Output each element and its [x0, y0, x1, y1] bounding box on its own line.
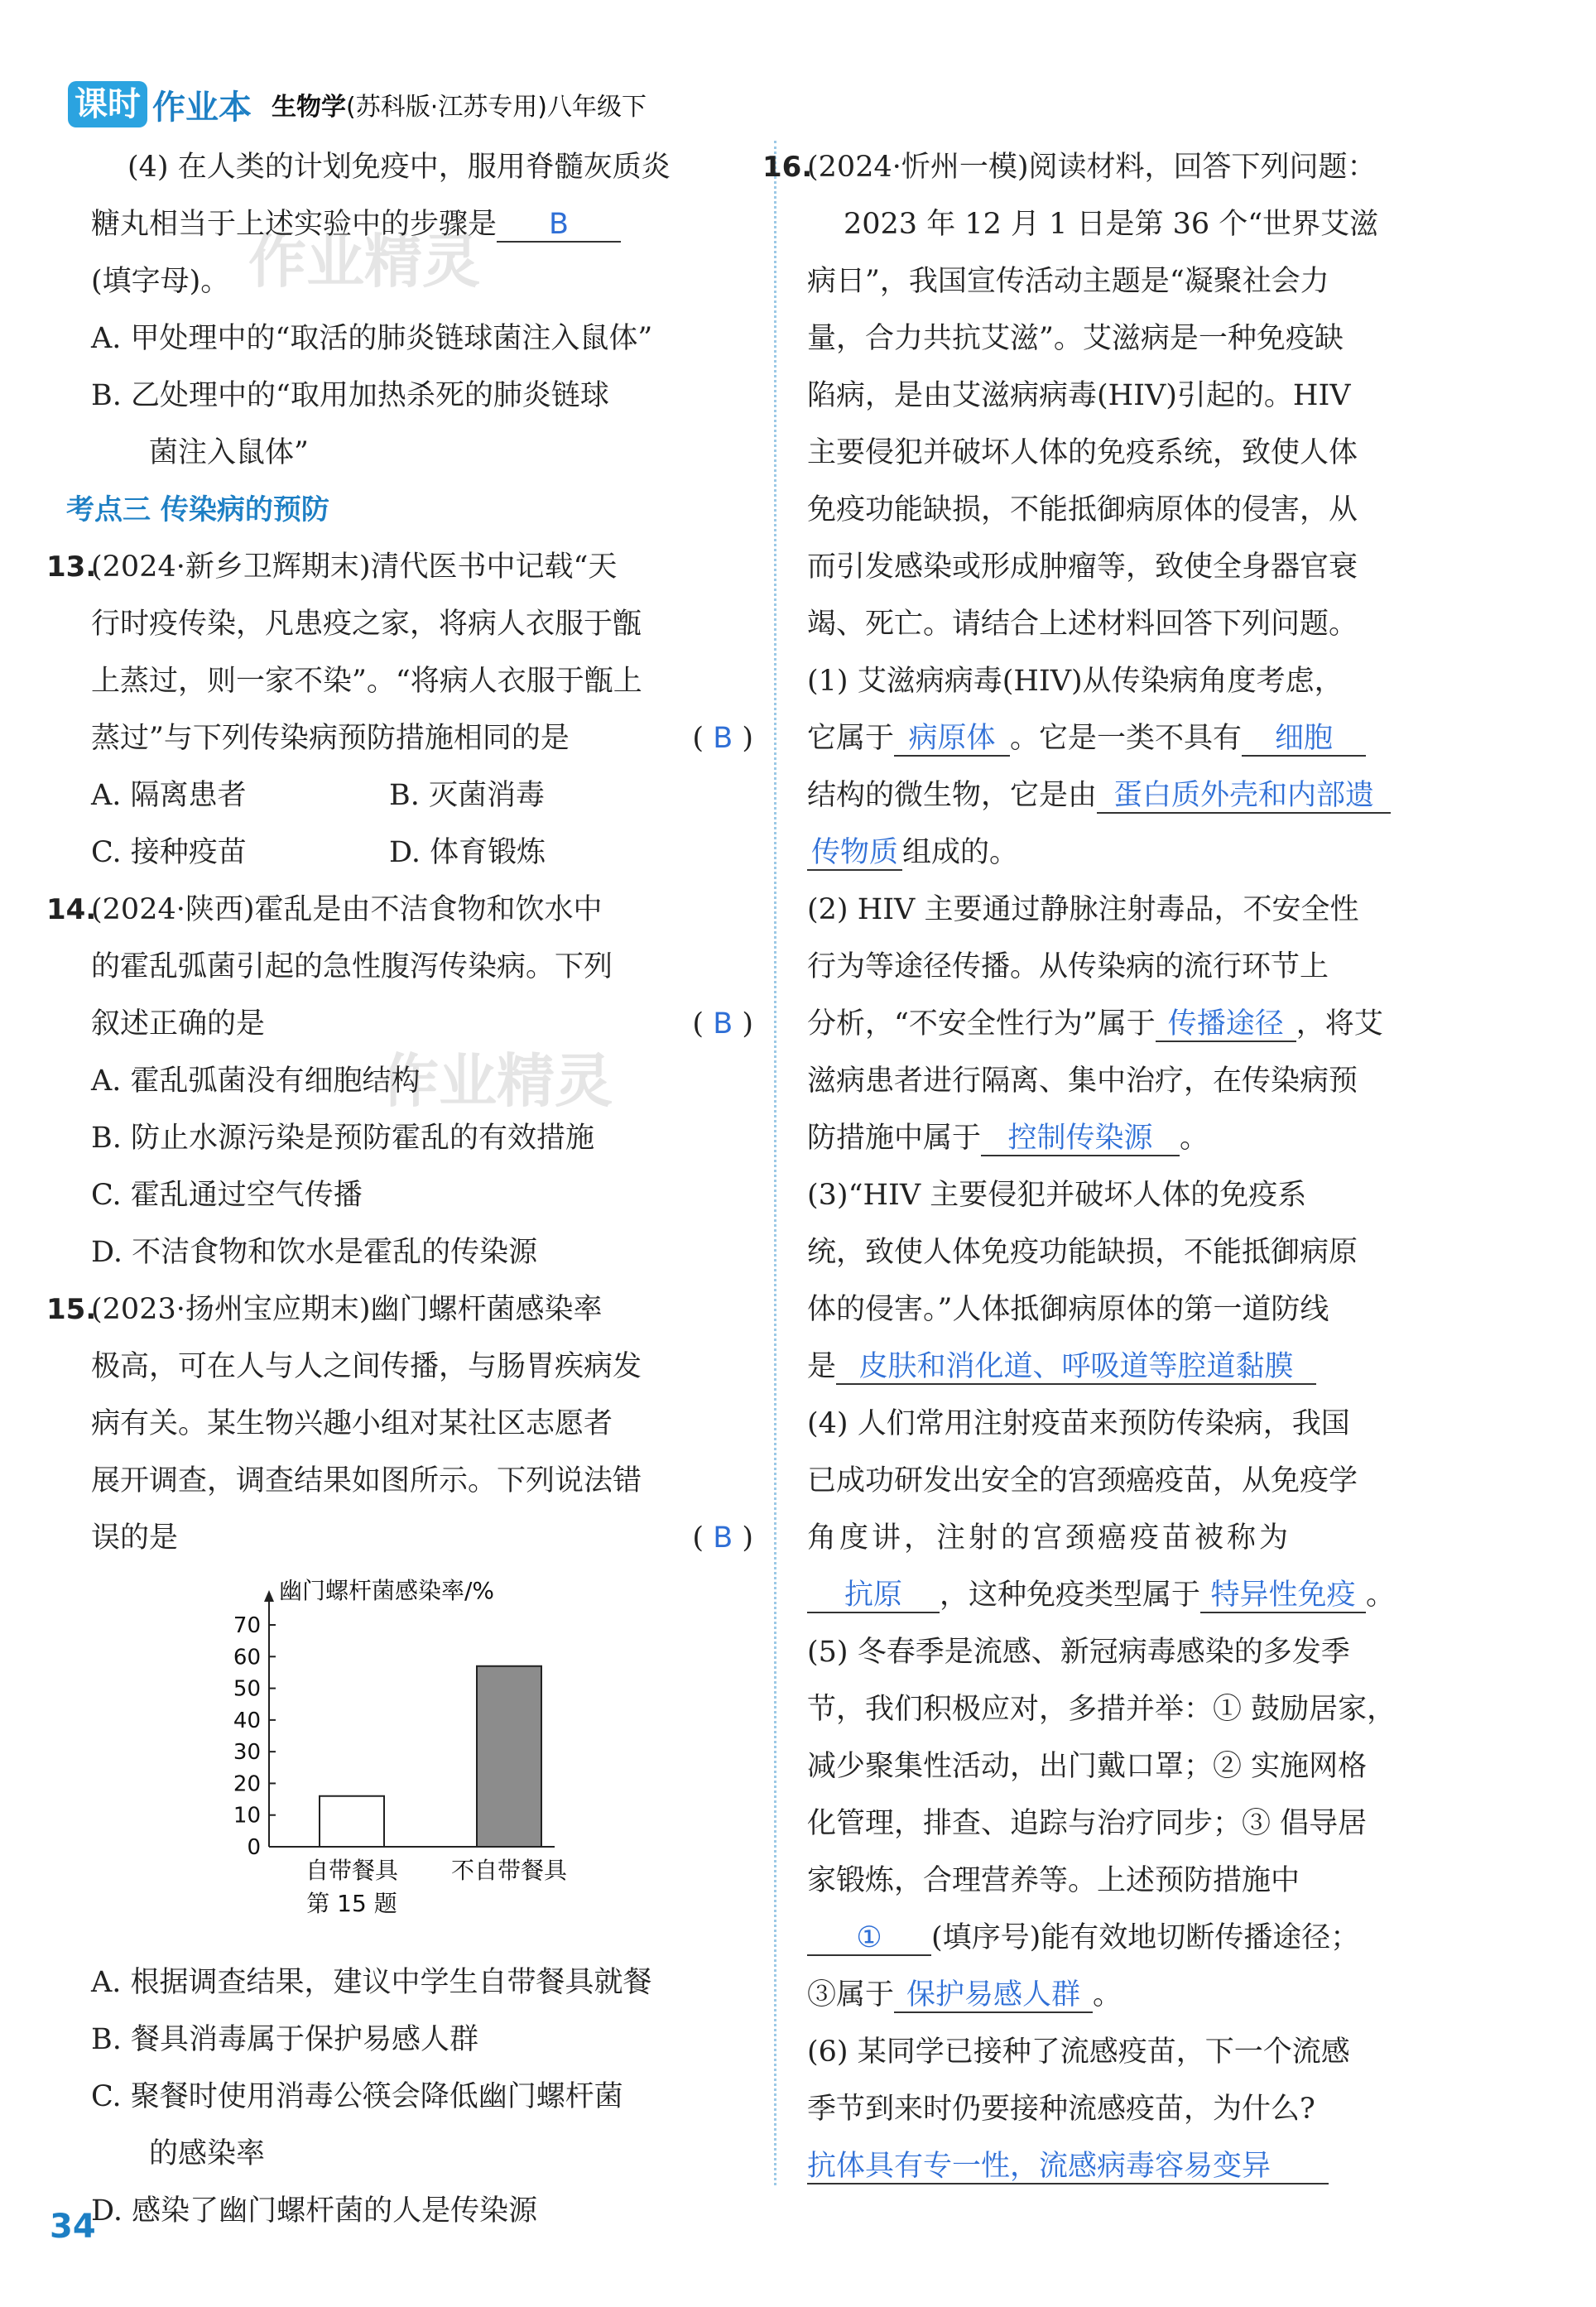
option-c: C. 接种疫苗	[91, 836, 247, 869]
subject-title: 生物学(苏科版·江苏专用)八年级下	[272, 93, 647, 122]
chart-caption: 第 15 题	[306, 1890, 397, 1917]
option-a: A. 甲处理中的“取活的肺炎链球菌注入鼠体”	[91, 322, 653, 355]
option-b: B. 乙处理中的“取用加热杀死的肺炎链球	[91, 379, 609, 412]
y-tick-label: 60	[233, 1645, 261, 1670]
bar-1	[320, 1796, 384, 1847]
q12-part4: (4) 在人类的计划免疫中，服用脊髓灰质炎	[127, 151, 671, 184]
y-tick-label: 40	[233, 1708, 261, 1733]
sub-question-1: (1) 艾滋病病毒(HIV)从传染病角度考虑，	[807, 665, 1344, 698]
right-column: 16.(2024·忻州一模)阅读材料，回答下列问题： 2023 年 12 月 1 日是第 36 个“世界艾滋 病日”，我国宣传活动主题是“凝聚社会力 量，合力共抗艾滋”。艾滋病是一种免疫缺 陷病，是由艾滋病病毒(HIV)引起的。HIV 主要侵犯并破坏人体的免疫系统，致使人体 免疫功能缺损，不能抵御病原体的侵害，从 而引发感染或形成肿瘤等，致使全身器官衰 竭、死亡。请结合上述材料回答下列问题。 (1) 艾滋病病毒(HIV)从传染病角度考虑， 它属于 病原体 。它是一类不具有 细胞 结构的微生物，它是由 蛋白质外壳和内部遗 传物质 组成的。 (2) HIV 主要通过静脉注射毒品，不安全性 行为等途径传播。从传染病的流行环节上 分析，“不安全性行为”属于 传播途径 ，将艾 滋病患者进行隔离、集中治疗，在传染病预 防措施中属于 控制传染源 。 (3)“HIV 主要侵犯并破坏人体的免疫系 统，致使人体免疫功能缺损，不能抵御病原 体的侵害。”人体抵御病原体的第一道防线 是 皮肤和消化道、呼吸道等腔道黏膜 (4) 人们常用注射疫苗来预防传染病，我国 已成功研发出安全的宫颈癌疫苗，从免疫学 角度讲，注射的宫颈癌疫苗被称为 抗原 ，这种免疫类型属于 特异性免疫 。 (5) 冬春季是流感、新冠病毒感染的多发季 节，我们积极应对，多措并举：① 鼓励居家， 减少聚集性活动，出门戴口罩；② 实施网格 化管理，排查、追踪与治疗同步；③ 倡导居 家锻炼，合理营养等。上述预防措施中 ① (填序号)能有效地切断传播途径； ③属于 保护易感人群 。 (6) 某同学已接种了流感疫苗，下一个流感 季节到来时仍要接种流感疫苗，为什么? 抗体具有专一性，流感病毒容易变异	[807, 139, 1494, 2195]
bar-2	[477, 1666, 541, 1847]
answer-blank: 特异性免疫	[1200, 1579, 1366, 1613]
bar-chart	[91, 1574, 753, 1954]
x-category-label: 自带餐具	[305, 1857, 399, 1884]
y-tick-label: 30	[233, 1740, 261, 1766]
section-heading: 考点三 传染病的预防	[66, 493, 329, 526]
answer-blank: 控制传染源	[981, 1122, 1180, 1156]
logo-badge: 课时	[68, 81, 147, 127]
sub-question-3: (3)“HIV 主要侵犯并破坏人体的免疫系	[807, 1179, 1307, 1212]
answer-blank: 细胞	[1242, 722, 1366, 757]
y-tick-label: 50	[233, 1676, 261, 1702]
option-d: D. 不洁食物和饮水是霍乱的传染源	[91, 1236, 538, 1269]
option-a: A. 根据调查结果，建议中学生自带餐具就餐	[91, 1966, 652, 1999]
y-tick-label: 0	[247, 1835, 261, 1860]
answer-blank: 传物质	[807, 836, 902, 871]
sub-question-4: (4) 人们常用注射疫苗来预防传染病，我国	[807, 1407, 1350, 1440]
q12-answer: B	[497, 208, 621, 243]
q15-answer: B	[713, 1521, 733, 1555]
answer-blank: 皮肤和消化道、呼吸道等腔道黏膜	[836, 1350, 1316, 1385]
logo	[68, 81, 272, 128]
q14-answer: B	[713, 1007, 733, 1041]
question-13: 13.(2024·新乡卫辉期末)清代医书中记载“天	[46, 550, 618, 584]
option-b: B. 灭菌消毒	[389, 779, 545, 812]
chart-svg	[91, 1574, 753, 1954]
answer-blank: 病原体	[894, 722, 1010, 757]
answer-blank: 抗体具有专一性，流感病毒容易变异	[807, 2150, 1329, 2184]
q13-answer: B	[713, 722, 733, 755]
page-header	[68, 79, 647, 129]
left-column: (4) 在人类的计划免疫中，服用脊髓灰质炎 糖丸相当于上述实验中的步骤是 B (填字母)。 A. 甲处理中的“取活的肺炎链球菌注入鼠体” B. 乙处理中的“取用加热杀死的肺炎链球 菌注入鼠体” 考点三 传染病的预防 13.(2024·新乡卫辉期末)清代医书中记载“天 行时疫传染，凡患疫之家，将病人衣服于甑 上蒸过，则一家不染”。“将病人衣服于甑上 蒸过”与下列传染病预防措施相同的是 ( B ) A. 隔离患者 B. 灭菌消毒 C. 接种疫苗 D. 体育锻炼 14.(2024·陕西)霍乱是由不洁食物和饮水中 的霍乱弧菌引起的急性腹泻传染病。下列 叙述正确的是 ( B ) A. 霍乱弧菌没有细胞结构 B. 防止水源污染是预防霍乱的有效措施 C. 霍乱通过空气传播 D. 不洁食物和饮水是霍乱的传染源 15.(2023·扬州宝应期末)幽门螺杆菌感染率 极高，可在人与人之间传播，与肠胃疾病发 病有关。某生物兴趣小组对某社区志愿者 展开调查，调查结果如图所示。下列说法错 误的是 ( B ) 幽门螺杆菌感染率/% 0 10 20 30 40 50 60 70 自带餐具 不自带餐具 第 15 题 A. 根据调查结果，建议中学生自带餐具就餐 B. 餐具消毒属于保护易感人群 C. 聚餐时使用消毒公筷会降低幽门螺杆菌 的感染率 D. 感染了幽门螺杆菌的人是传染源	[91, 139, 753, 2240]
sub-question-6: (6) 某同学已接种了流感疫苗，下一个流感	[807, 2035, 1350, 2069]
chart-title: 幽门螺杆菌感染率/%	[279, 1577, 495, 1604]
answer-blank: 抗原	[807, 1579, 940, 1613]
question-14: 14.(2024·陕西)霍乱是由不洁食物和饮水中	[46, 893, 603, 926]
answer-blank: 传播途径	[1156, 1007, 1296, 1042]
option-c: C. 霍乱通过空气传播	[91, 1179, 363, 1212]
question-15: 15.(2023·扬州宝应期末)幽门螺杆菌感染率	[46, 1293, 603, 1326]
answer-blank: ①	[807, 1921, 931, 1956]
option-d: D. 体育锻炼	[389, 836, 546, 869]
question-16: 16.(2024·忻州一模)阅读材料，回答下列问题：	[762, 151, 1377, 184]
option-a: A. 霍乱弧菌没有细胞结构	[91, 1065, 421, 1098]
answer-blank: 蛋白质外壳和内部遗	[1097, 779, 1391, 814]
y-tick-label: 10	[233, 1803, 261, 1829]
y-axis-arrow	[264, 1590, 274, 1602]
page-number: 34	[50, 2208, 96, 2246]
column-divider	[774, 141, 776, 2185]
sub-question-5: (5) 冬春季是流感、新冠病毒感染的多发季	[807, 1636, 1350, 1669]
option-c: C. 聚餐时使用消毒公筷会降低幽门螺杆菌	[91, 2080, 623, 2113]
sub-question-2: (2) HIV 主要通过静脉注射毒品，不安全性	[807, 893, 1359, 926]
option-d: D. 感染了幽门螺杆菌的人是传染源	[91, 2194, 538, 2228]
y-tick-label: 20	[233, 1771, 261, 1797]
answer-blank: 保护易感人群	[894, 1978, 1093, 2013]
option-b: B. 餐具消毒属于保护易感人群	[91, 2023, 478, 2056]
option-a: A. 隔离患者	[91, 779, 247, 812]
watermark: 作业精灵	[381, 1047, 613, 1115]
watermark: 作业精灵	[248, 228, 480, 296]
option-b: B. 防止水源污染是预防霍乱的有效措施	[91, 1122, 594, 1155]
reading-material: 2023 年 12 月 1 日是第 36 个“世界艾滋	[844, 208, 1379, 241]
x-category-label: 不自带餐具	[450, 1857, 568, 1884]
y-tick-label: 70	[233, 1613, 261, 1638]
logo-text: 作业本	[152, 88, 252, 127]
